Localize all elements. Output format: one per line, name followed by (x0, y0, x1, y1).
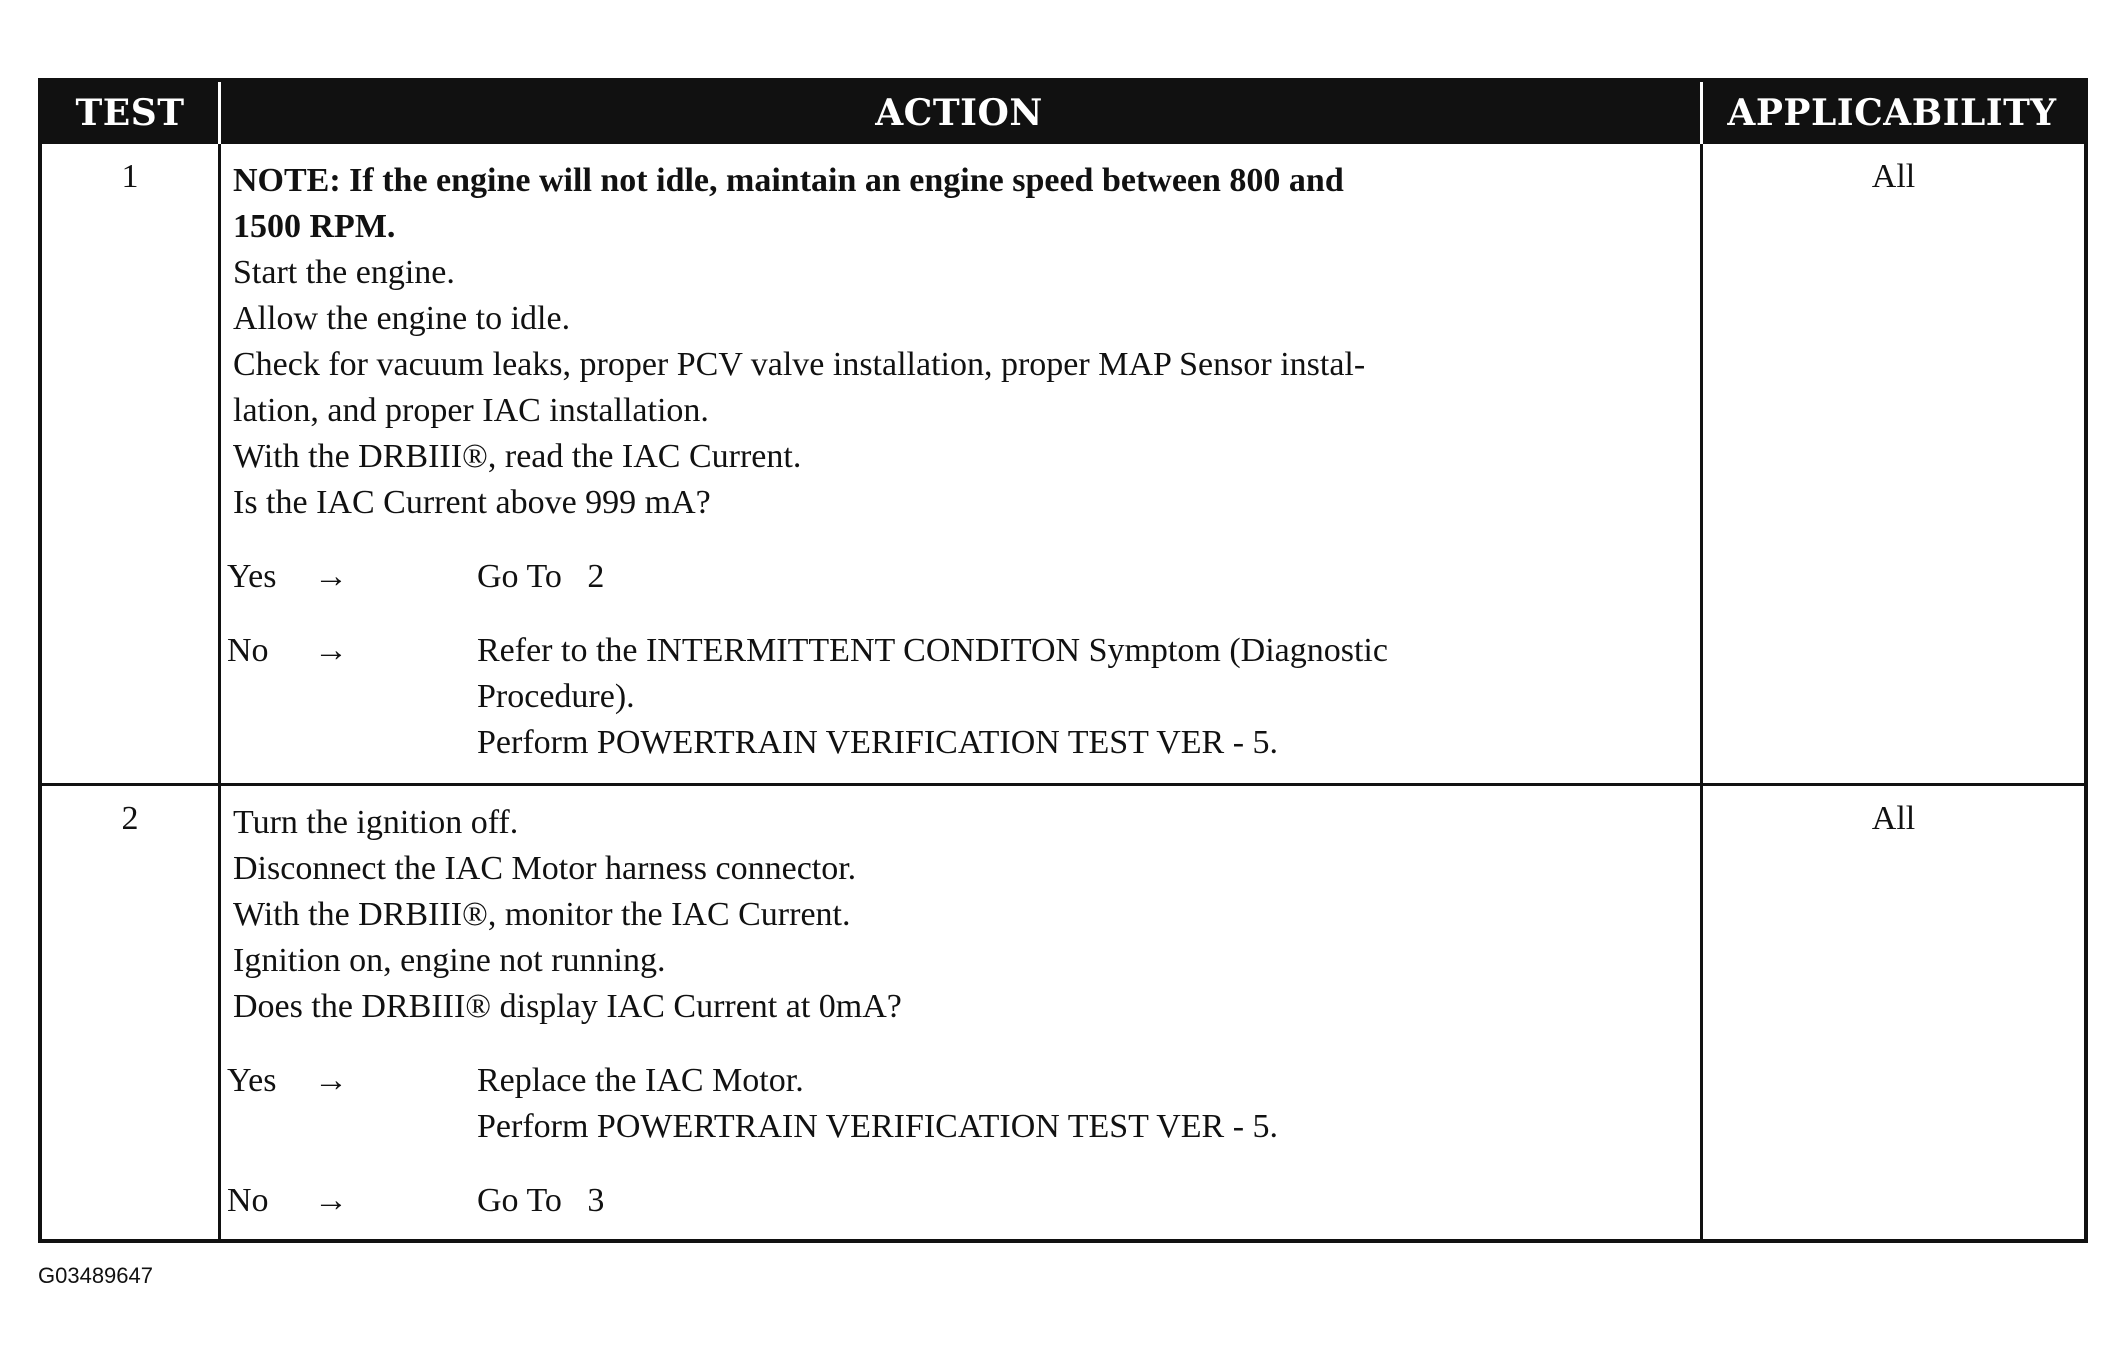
arrow-icon: → (314, 558, 348, 595)
applicability-value: All (1871, 800, 1916, 837)
header-applicability: APPLICABILITY (1727, 92, 2057, 134)
arrow-icon: → (314, 1062, 348, 1099)
answer-label: No (227, 632, 269, 669)
action-cell (227, 800, 1693, 1224)
diagnostic-table (38, 78, 2088, 1243)
test-number: 1 (121, 158, 139, 195)
step-text: Check for vacuum leaks, proper PCV valve installation, proper MAP Sensor instal- (233, 346, 1366, 383)
step-text: Disconnect the IAC Motor harness connector. (233, 850, 857, 887)
note-text: NOTE: If the engine will not idle, maintain an engine speed between 800 and (233, 162, 1344, 199)
step-text: With the DRBIII®, read the IAC Current. (233, 438, 802, 475)
answer-yes (67, 554, 1693, 600)
answer-result (477, 1178, 1693, 1224)
table-row (42, 144, 2084, 786)
result-line: Perform POWERTRAIN VERIFICATION TEST VER - 5. (477, 724, 1279, 761)
result-line: Procedure). (477, 678, 635, 715)
test-number: 2 (121, 800, 139, 837)
answer-result (477, 628, 1693, 766)
answer-no (67, 1178, 1693, 1224)
answer-yes (67, 1058, 1693, 1150)
answer-result (477, 554, 1693, 600)
answer-result (477, 1058, 1693, 1150)
step-text: Ignition on, engine not running. (233, 942, 666, 979)
header-action: ACTION (875, 92, 1043, 134)
result-line: Go To 2 (477, 558, 605, 595)
result-line: Refer to the INTERMITTENT CONDITON Symptom (Diagnostic (477, 632, 1388, 669)
step-text: Start the engine. (233, 254, 455, 291)
table-header (42, 82, 2084, 144)
applicability-value: All (1871, 158, 1916, 195)
table-row (42, 786, 2084, 1239)
answer-label: Yes (227, 1062, 277, 1099)
step-text: Allow the engine to idle. (233, 300, 571, 337)
arrow-icon: → (314, 1182, 348, 1219)
step-text: Turn the ignition off. (233, 804, 519, 841)
step-text: lation, and proper IAC installation. (233, 392, 709, 429)
arrow-icon: → (314, 632, 348, 669)
header-test: TEST (75, 92, 185, 134)
action-cell (227, 158, 1693, 766)
figure-id: G03489647 (38, 1263, 153, 1288)
answer-label: No (227, 1182, 269, 1219)
answer-no (67, 628, 1693, 766)
result-line: Perform POWERTRAIN VERIFICATION TEST VER - 5. (477, 1108, 1279, 1145)
result-line: Replace the IAC Motor. (477, 1062, 804, 1099)
step-text: Does the DRBIII® display IAC Current at 0mA? (233, 988, 902, 1025)
step-text: With the DRBIII®, monitor the IAC Current. (233, 896, 851, 933)
step-text: Is the IAC Current above 999 mA? (233, 484, 711, 521)
result-line: Go To 3 (477, 1182, 605, 1219)
answer-label: Yes (227, 558, 277, 595)
note-text: 1500 RPM. (233, 208, 396, 245)
